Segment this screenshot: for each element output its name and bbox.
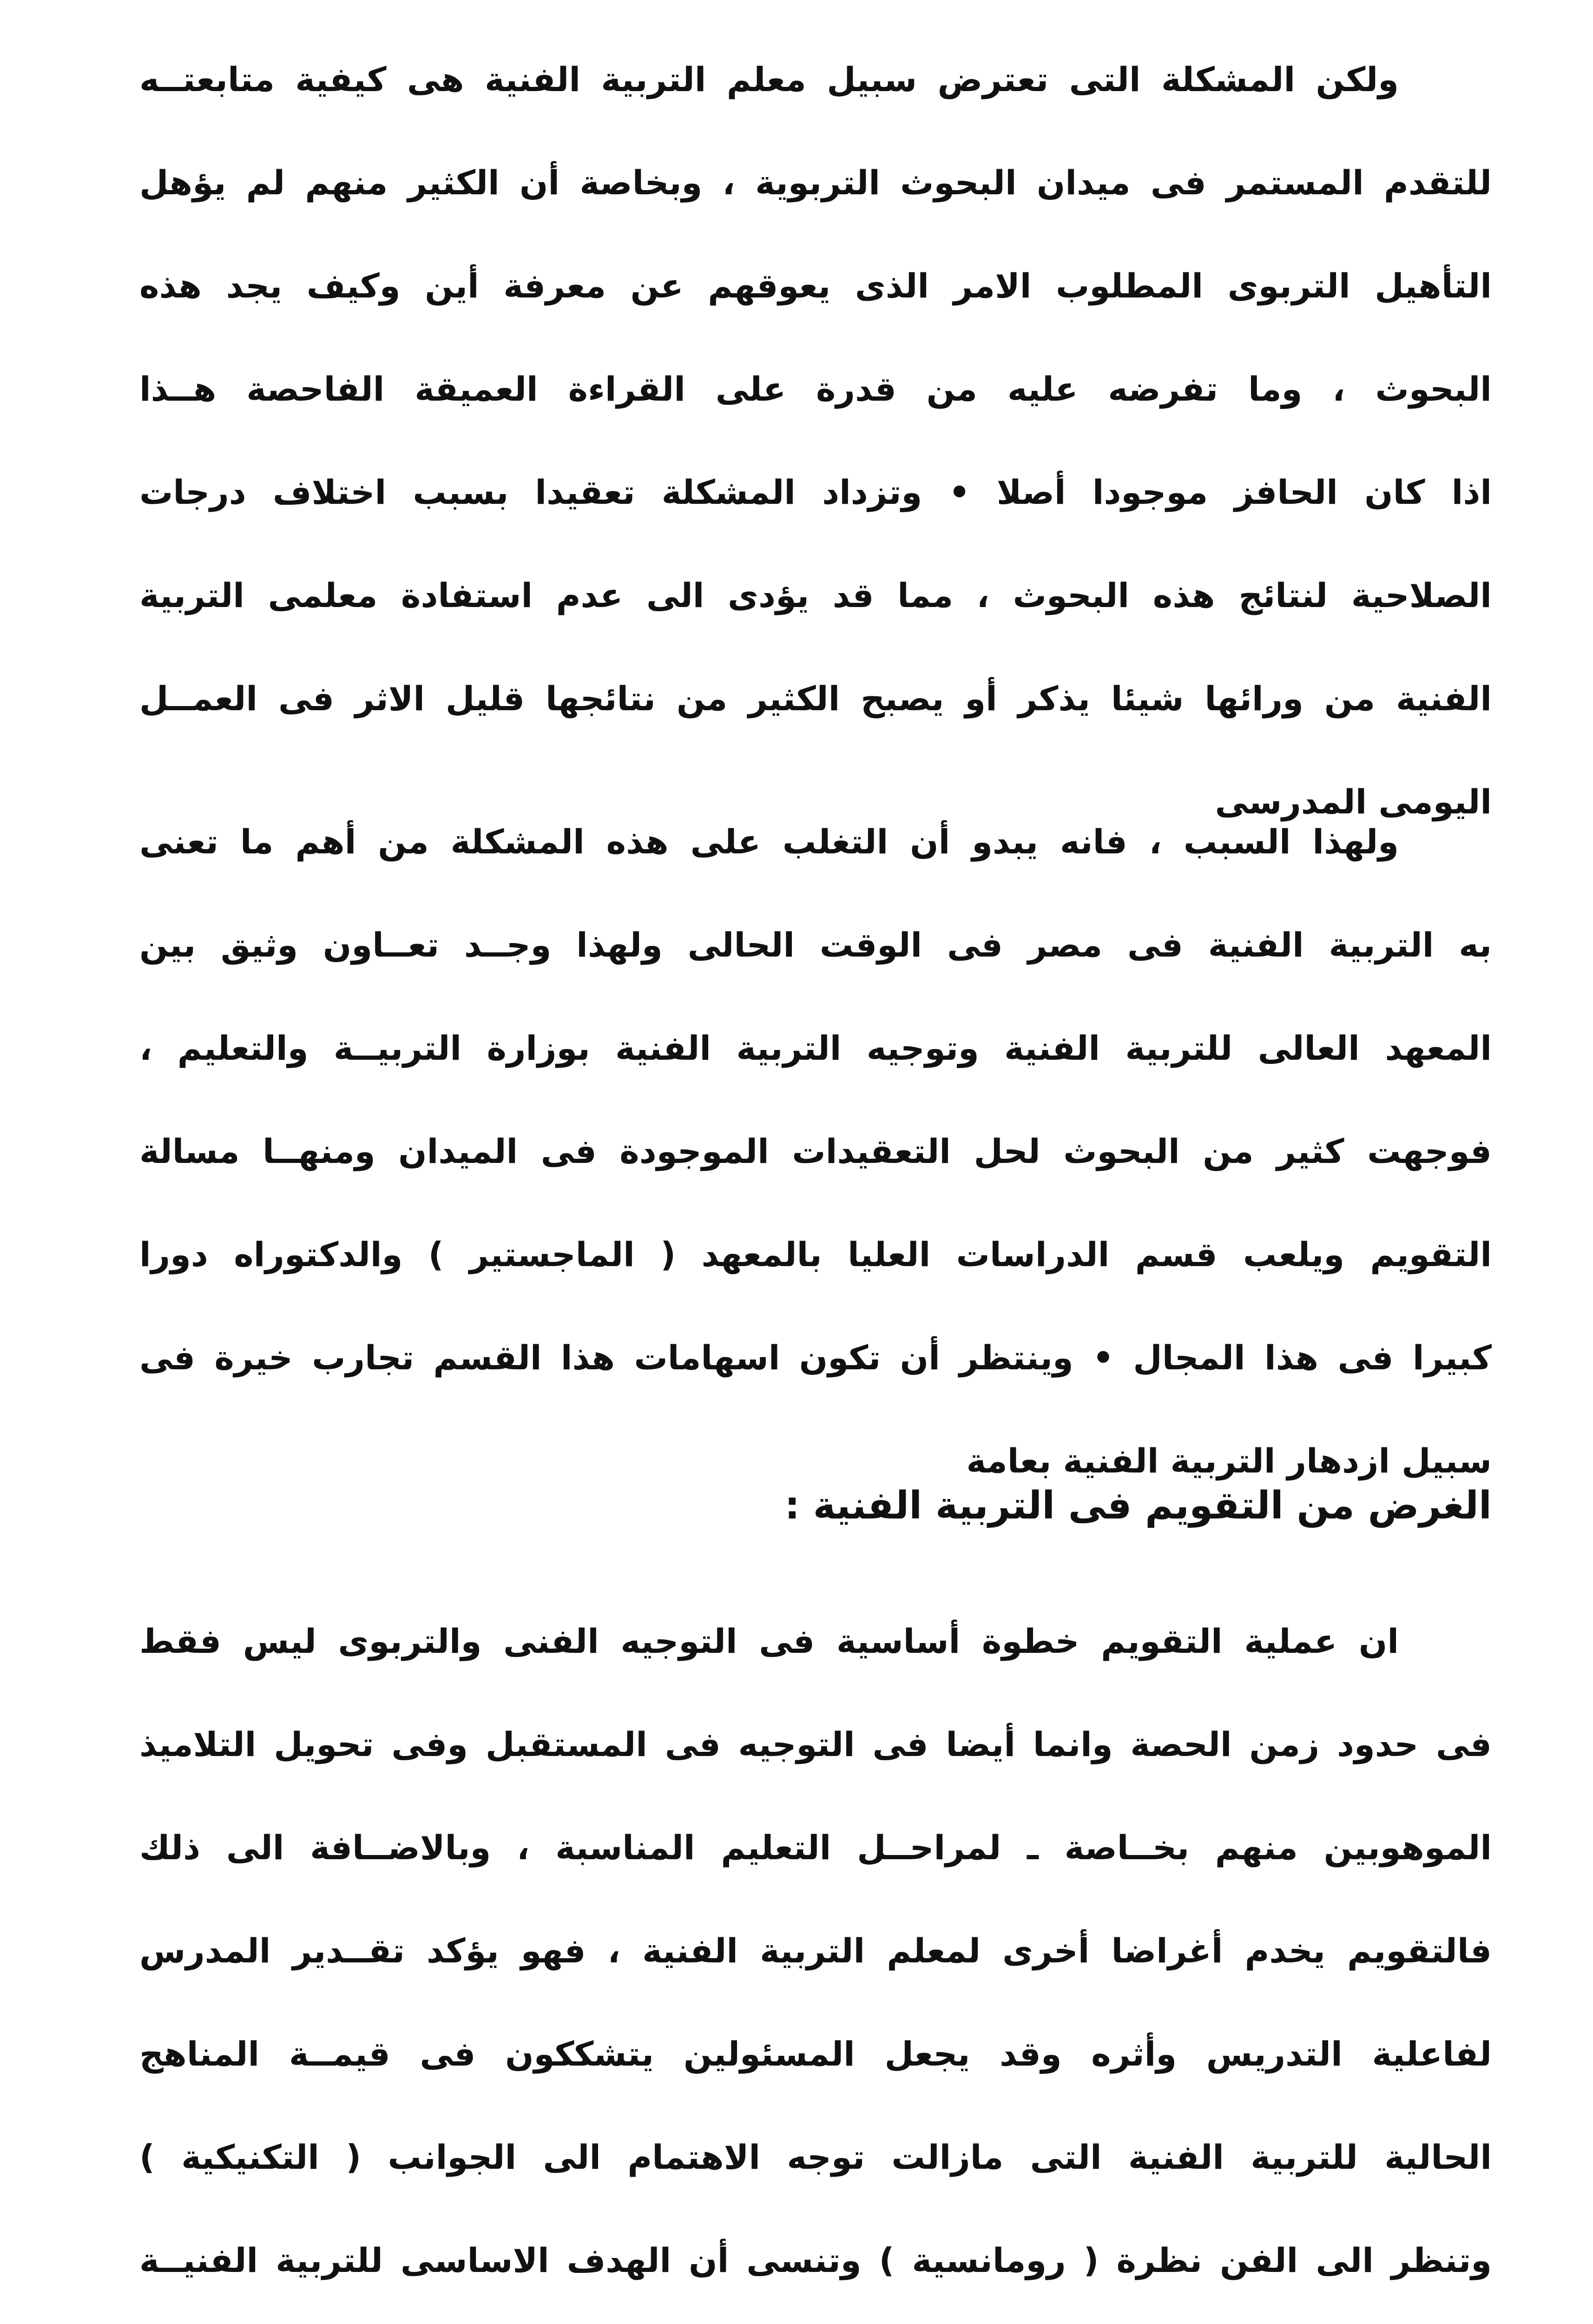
text-line: الموهوبين منهم بخــاصة ـ لمراحــل التعليم المناسبة ، وبالاضــافة الى ذلك [139, 1828, 1492, 1867]
text-line: اذا كان الحافز موجودا أصلا • وتزداد المشكلة تعقيدا بسبب اختلاف درجات [139, 473, 1492, 512]
text-line: فالتقويم يخدم أغراضا أخرى لمعلم التربية الفنية ، فهو يؤكد تقــدير المدرس [139, 1931, 1492, 1970]
text-line: الصلاحية لنتائج هذه البحوث ، مما قد يؤدى الى عدم استفادة معلمى التربية [139, 576, 1492, 615]
text-line: للتقدم المستمر فى ميدان البحوث التربوية ، وبخاصة أن الكثير منهم لم يؤهل [139, 163, 1492, 202]
text-line: ولكن المشكلة التى تعترض سبيل معلم التربية الفنية هى كيفية متابعتــه [139, 60, 1399, 99]
text-line: لفاعلية التدريس وأثره وقد يجعل المسئولين يتشككون فى قيمــة المناهج [139, 2034, 1492, 2073]
paragraph-3 [139, 1590, 1492, 2324]
paragraph-2 [139, 790, 1492, 1512]
text-line: فى حدود زمن الحصة وانما أيضا فى التوجيه فى المستقبل وفى تحويل التلاميذ [139, 1725, 1492, 1764]
text-line [139, 2312, 1492, 2324]
text-line: الفنية من ورائها شيئا يذكر أو يصبح الكثير من نتائجها قليل الاثر فى العمــل [139, 679, 1492, 718]
text-line: التأهيل التربوى المطلوب الامر الذى يعوقهم عن معرفة أين وكيف يجد هذه [139, 266, 1492, 305]
text-line: ولهذا السبب ، فانه يبدو أن التغلب على هذه المشكلة من أهم ما تعنى [139, 822, 1399, 861]
text-line: وتنظر الى الفن نظرة ( رومانسية ) وتنسى أن الهدف الاساسى للتربية الفنيــة [139, 2241, 1492, 2280]
text-line: كبيرا فى هذا المجال • وينتظر أن تكون اسهامات هذا القسم تجارب خيرة فى [139, 1338, 1492, 1377]
paragraph-1 [139, 28, 1492, 853]
text-line: سبيل ازدهار التربية الفنية بعامة [966, 1441, 1492, 1480]
text-line: به التربية الفنية فى مصر فى الوقت الحالى ولهذا وجــد تعــاون وثيق بين [139, 925, 1492, 964]
text-line: الحالية للتربية الفنية التى مازالت توجه الاهتمام الى الجوانب ( التكنيكية ) [139, 2138, 1492, 2177]
text-line: التقويم ويلعب قسم الدراسات العليا بالمعهد ( الماجستير ) والدكتوراه دورا [139, 1235, 1492, 1274]
text-line: اليومى المدرسى [1215, 782, 1492, 821]
text-line: المعهد العالى للتربية الفنية وتوجيه التربية الفنية بوزارة التربيــة والتعليم ، [139, 1029, 1492, 1068]
text-line: فوجهت كثير من البحوث لحل التعقيدات الموجودة فى الميدان ومنهــا مسالة [139, 1132, 1492, 1171]
section-heading: الغرض من التقويم فى التربية الفنية : [784, 1484, 1492, 1528]
text-line: ان عملية التقويم خطوة أساسية فى التوجيه الفنى والتربوى ليس فقط [139, 1622, 1399, 1661]
text-line: البحوث ، وما تفرضه عليه من قدرة على القراءة العميقة الفاحصة هــذا [139, 370, 1492, 409]
